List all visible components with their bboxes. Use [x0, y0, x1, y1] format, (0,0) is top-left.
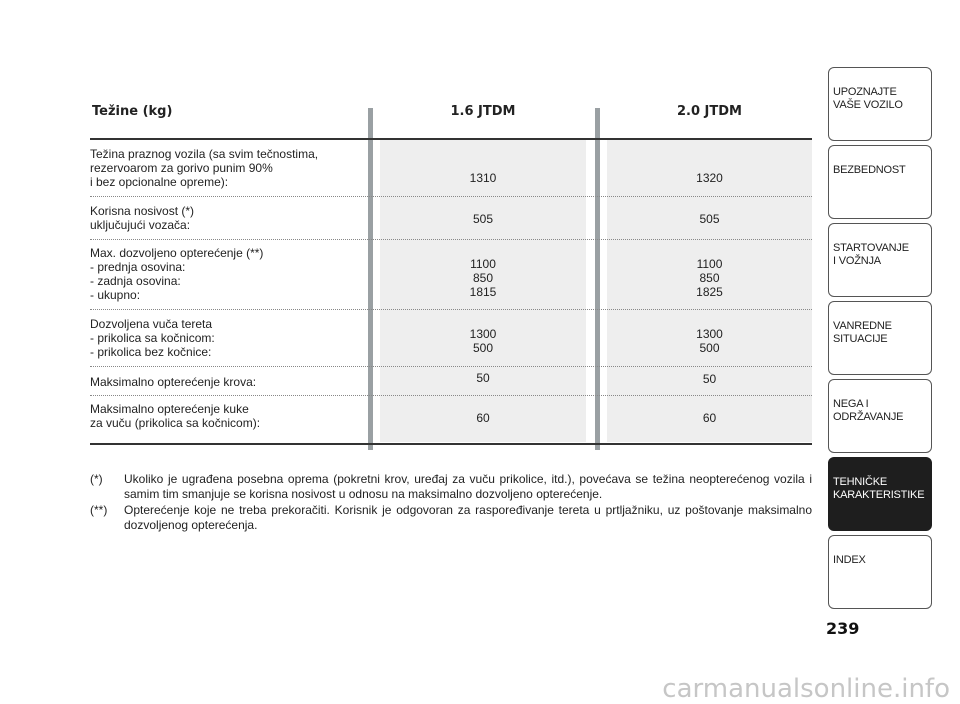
header-rule	[90, 138, 812, 140]
footnote-text: Opterećenje koje ne treba prekoračiti. Korisnik je odgovoran za raspoređivanje tereta u prtljažniku, uz poštovanje maksimalno dozvoljenog opterećenja.	[124, 503, 812, 532]
row-divider	[90, 309, 812, 310]
table-header-1-6-jtdm: 1.6 JTDM	[450, 104, 516, 119]
value-2-0: 1100 850 1825	[696, 257, 723, 299]
value-1-6: 1300 500	[469, 327, 497, 355]
row-label: Maksimalno opterećenje kuke za vuču (prikolica sa kočnicom):	[90, 402, 261, 430]
value-2-0: 1300 500	[696, 327, 723, 355]
value-1-6: 60	[476, 411, 490, 425]
value-2-0: 1320	[696, 171, 723, 185]
footnote-mark: (**)	[90, 503, 108, 517]
table-header-2-0-jtdm: 2.0 JTDM	[677, 104, 742, 119]
value-1-6: 1100 850 1815	[469, 257, 497, 299]
weights-table	[90, 100, 812, 450]
row-label: Maksimalno opterećenje krova:	[90, 375, 257, 389]
row-divider	[90, 366, 812, 367]
table-bottom-rule	[90, 443, 812, 445]
table-header-label: Težine (kg)	[92, 104, 173, 119]
tab-vanredne-situacije[interactable]: VANREDNE SITUACIJE	[828, 301, 932, 375]
row-divider	[90, 196, 812, 197]
tab-upoznajte-vase-vozilo[interactable]: UPOZNAJTE VAŠE VOZILO	[828, 67, 932, 141]
footnotes	[90, 472, 812, 534]
tab-index[interactable]: INDEX	[828, 535, 932, 609]
footnote	[90, 503, 812, 533]
page-number: 239	[826, 619, 860, 638]
column-divider-1-6	[368, 108, 373, 450]
footnote	[90, 472, 812, 502]
value-1-6: 50	[476, 371, 490, 385]
row-label: Korisna nosivost (*) uključujući vozača:	[90, 204, 195, 232]
row-label: Max. dozvoljeno opterećenje (**) - prednja osovina: - zadnja osovina: - ukupno:	[90, 246, 264, 302]
column-divider-2-0	[595, 108, 600, 450]
footnote-mark: (*)	[90, 472, 103, 486]
tab-startovanje-i-voznja[interactable]: STARTOVANJE I VOŽNJA	[828, 223, 932, 297]
row-divider	[90, 239, 812, 240]
value-2-0: 505	[699, 212, 720, 226]
value-2-0: 60	[702, 411, 717, 425]
value-2-0: 50	[702, 372, 717, 386]
row-label: Dozvoljena vuča tereta - prikolica sa kočnicom: - prikolica bez kočnice:	[90, 317, 215, 359]
value-1-6: 505	[472, 212, 494, 226]
watermark: carmanualsonline.info	[662, 674, 950, 704]
value-1-6: 1310	[469, 171, 497, 185]
tab-nega-i-odrzavanje[interactable]: NEGA I ODRŽAVANJE	[828, 379, 932, 453]
row-divider	[90, 395, 812, 396]
tab-bezbednost[interactable]: BEZBEDNOST	[828, 145, 932, 219]
row-label: Težina praznog vozila (sa svim tečnostima, rezervoarom za gorivo punim 90% i bez opcionalne opreme):	[90, 147, 319, 189]
tab-tehnicke-karakteristike[interactable]: TEHNIČKE KARAKTERISTIKE	[828, 457, 932, 531]
footnote-text: Ukoliko je ugrađena posebna oprema (pokretni krov, uređaj za vuču prikolice, itd.), povećava se težina neopterećenog vozila i samim tim smanjuje se korisna nosivost u odnosu na maksimalno dozvoljeno opterećenje.	[124, 472, 812, 501]
